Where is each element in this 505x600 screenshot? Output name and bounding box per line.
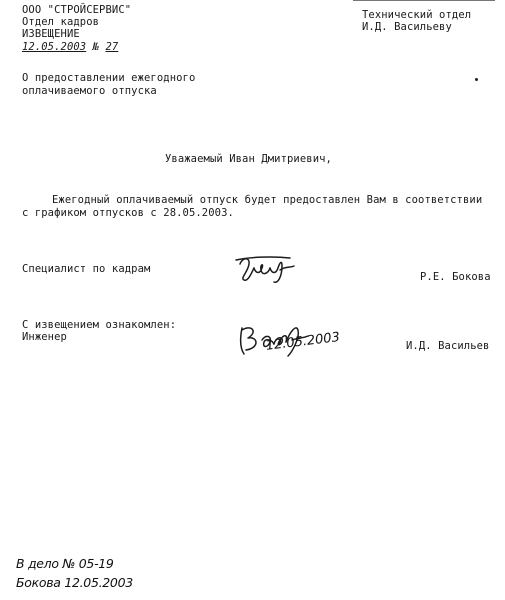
body-line-1: Ежегодный оплачиваемый отпуск будет предоставлен Вам в соответствии xyxy=(52,194,483,206)
employee-role: Инженер xyxy=(22,331,67,343)
body-line-2: с графиком отпусков с 28.05.2003. xyxy=(22,207,234,219)
hr-specialist-role: Специалист по кадрам xyxy=(22,263,151,275)
acknowledgement-date: 12.05.2003 xyxy=(265,329,341,354)
registration-line xyxy=(22,41,118,53)
file-note-line-1: В дело № 05-19 xyxy=(16,556,114,571)
file-note-line-2: Бокова 12.05.2003 xyxy=(16,575,133,590)
organization-name: ООО "СТРОЙСЕРВИС" xyxy=(22,4,132,16)
addressee-top-rule xyxy=(353,0,495,1)
greeting: Уважаемый Иван Дмитриевич, xyxy=(165,153,332,165)
subject-line-2: оплачиваемого отпуска xyxy=(22,85,157,97)
employee-name: И.Д. Васильев xyxy=(406,340,490,352)
registration-number: 27 xyxy=(105,41,119,53)
acknowledgement-text: С извещением ознакомлен: xyxy=(22,319,177,331)
addressee-name: И.Д. Васильеву xyxy=(362,21,452,33)
document-type: ИЗВЕЩЕНИЕ xyxy=(22,28,80,40)
hr-signature xyxy=(232,252,302,288)
number-sign: № xyxy=(92,41,100,53)
addressee-department: Технический отдел xyxy=(362,9,472,21)
department-name: Отдел кадров xyxy=(22,16,100,28)
scan-dot xyxy=(475,78,478,81)
hr-specialist-name: Р.Е. Бокова xyxy=(420,271,491,283)
registration-date: 12.05.2003 xyxy=(22,41,87,53)
subject-line-1: О предоставлении ежегодного xyxy=(22,72,196,84)
